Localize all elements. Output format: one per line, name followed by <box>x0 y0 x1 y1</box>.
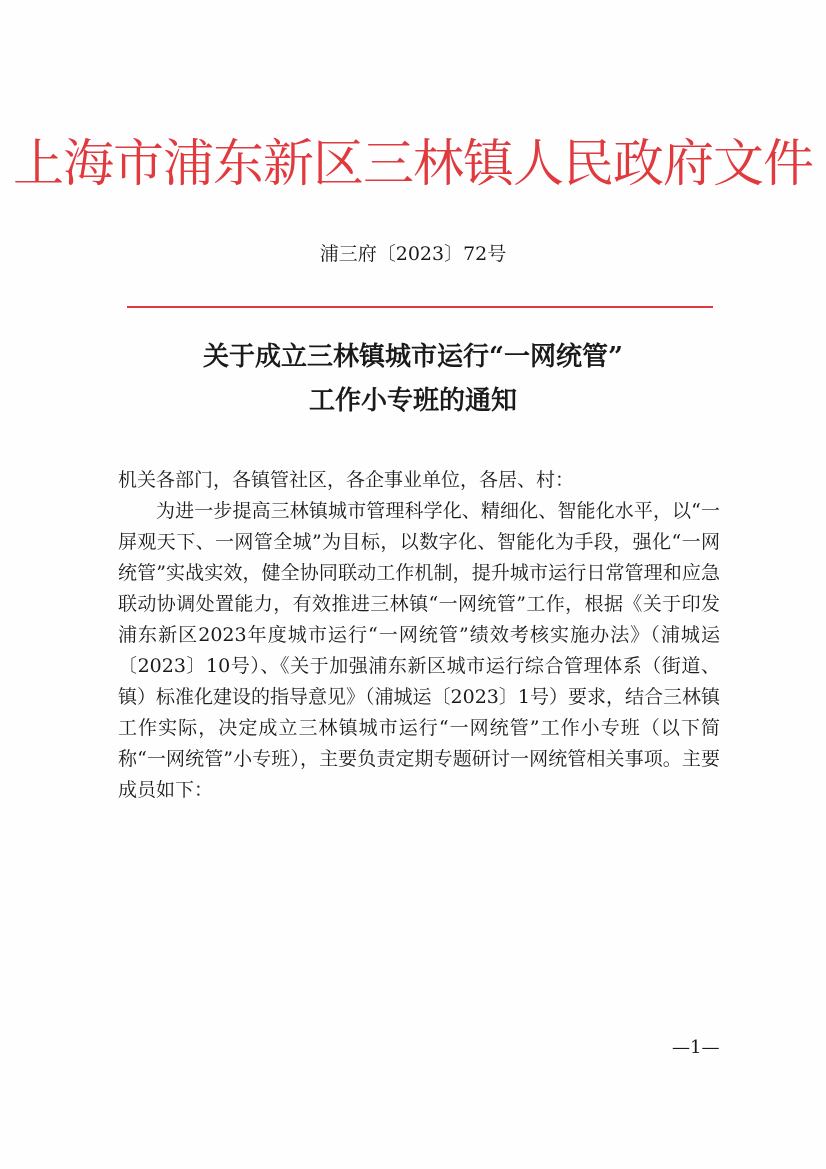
salutation: 机关各部门，各镇管社区，各企事业单位，各居、村： <box>118 469 575 491</box>
document-number: 浦三府〔2023〕72号 <box>319 243 507 265</box>
red-separator-line <box>127 306 713 308</box>
subject-line-2: 工作小专班的通知 <box>308 386 517 416</box>
document-subject <box>0 335 826 423</box>
issuer-title: 上海市浦东新区三林镇人民政府文件 <box>12 135 813 194</box>
page-number: —1— <box>672 1037 720 1058</box>
body-paragraph: 为进一步提高三林镇城市管理科学化、精细化、智能化水平，以“一屏观天下、一网管全城”为目标，以数字化、智能化为手段，强化“一网统管”实战实效，健全协同联动工作机制，提升城市运行日常管理和应急联动协调处置能力，有效推进三林镇“一网统管”工作，根据《关于印发浦东新区2023年度城市运行“一网统管”绩效考核实施办法》（浦城运〔2023〕10号）、《关于加强浦东新区城市运行综合管理体系（街道、镇）标准化建设的指导意见》（浦城运〔2023〕1号）要求，结合三林镇工作实际，决定成立三林镇城市运行“一网统管”工作小专班（以下简称“一网统管”小专班），主要负责定期专题研讨一网统管相关事项。主要成员如下： <box>118 500 720 801</box>
document-body <box>118 465 720 806</box>
subject-line-1: 关于成立三林镇城市运行“一网统管” <box>203 342 623 372</box>
